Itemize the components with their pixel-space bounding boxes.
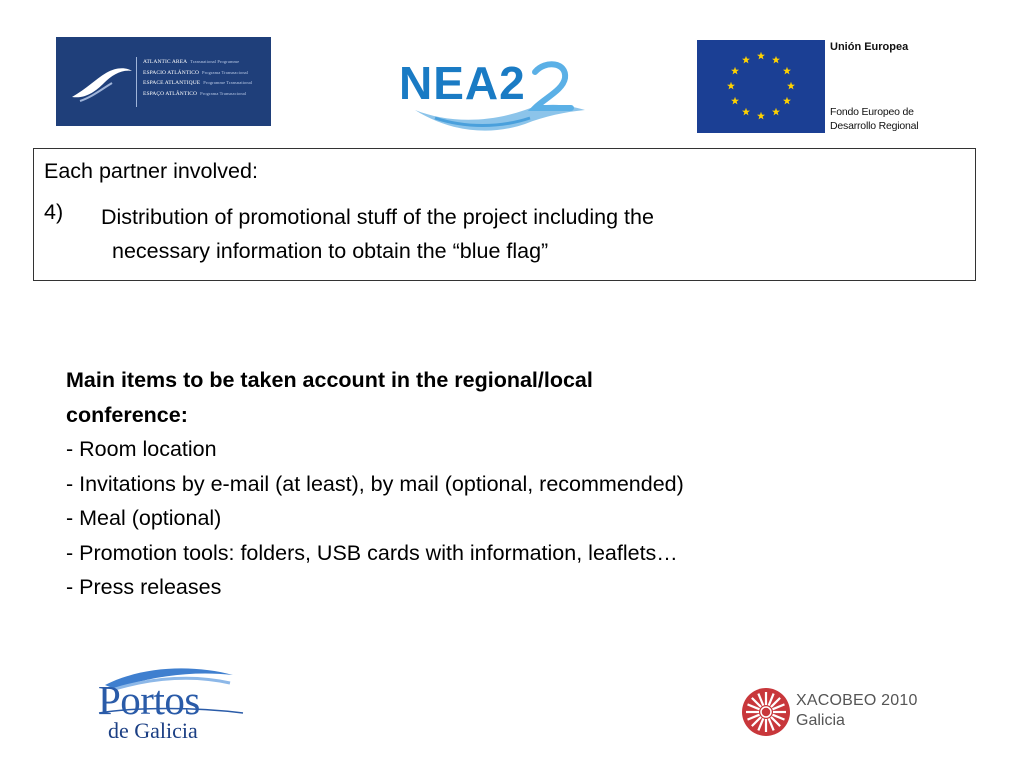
partner-item-number: 4) [44, 200, 64, 224]
main-section [66, 363, 946, 605]
main-heading-line-2: conference: [66, 402, 188, 427]
atlantic-line-1: ATLANTIC AREA Transnational Programme [143, 59, 240, 65]
eu-title: Unión Europea [830, 41, 909, 53]
main-heading-line-1: Main items to be taken account in the regional/local [66, 368, 593, 392]
xacobeo-subtitle: Galicia [796, 712, 845, 729]
portos-word: Portos [98, 677, 200, 723]
main-heading [66, 363, 946, 432]
partner-heading: Each partner involved: [44, 159, 258, 183]
portos-subtitle: de Galicia [108, 718, 198, 743]
xacobeo-title: XACOBEO 2010 [796, 692, 918, 709]
xacobeo-emblem-icon [740, 686, 792, 738]
atlantic-line-4: ESPAÇO ATLÂNTICO Programa Transnacional [143, 90, 247, 97]
atlantic-line-2: ESPACIO ATLÁNTICO Programa Transnacional [143, 69, 249, 76]
list-item: - Meal (optional) [66, 506, 222, 530]
nea2-logo [395, 52, 590, 137]
list-item: - Promotion tools: folders, USB cards with information, leaflets… [66, 540, 678, 565]
atlantic-area-text [136, 57, 273, 107]
nea2-text: NEA2 [399, 57, 526, 109]
atlantic-area-logo [56, 37, 271, 126]
atlantic-line-3: ESPACE ATLANTIQUE Programme Transnational [143, 80, 253, 86]
list-item: - Room location [66, 437, 217, 461]
atlantic-swoosh-icon [66, 57, 136, 107]
eu-flag-icon [697, 40, 825, 133]
eu-fund-text [830, 105, 918, 133]
eu-fund-line-1: Fondo Europeo de [830, 106, 914, 118]
list-item: - Invitations by e-mail (at least), by mail (optional, recommended) [66, 471, 684, 496]
partner-item-line-1: Distribution of promotional stuff of the project including the [101, 205, 654, 229]
partner-item-text [101, 200, 881, 268]
eu-fund-line-2: Desarrollo Regional [830, 120, 919, 132]
list-item: - Press releases [66, 575, 222, 599]
partner-item-line-2: necessary information to obtain the “blue flag” [112, 239, 549, 263]
